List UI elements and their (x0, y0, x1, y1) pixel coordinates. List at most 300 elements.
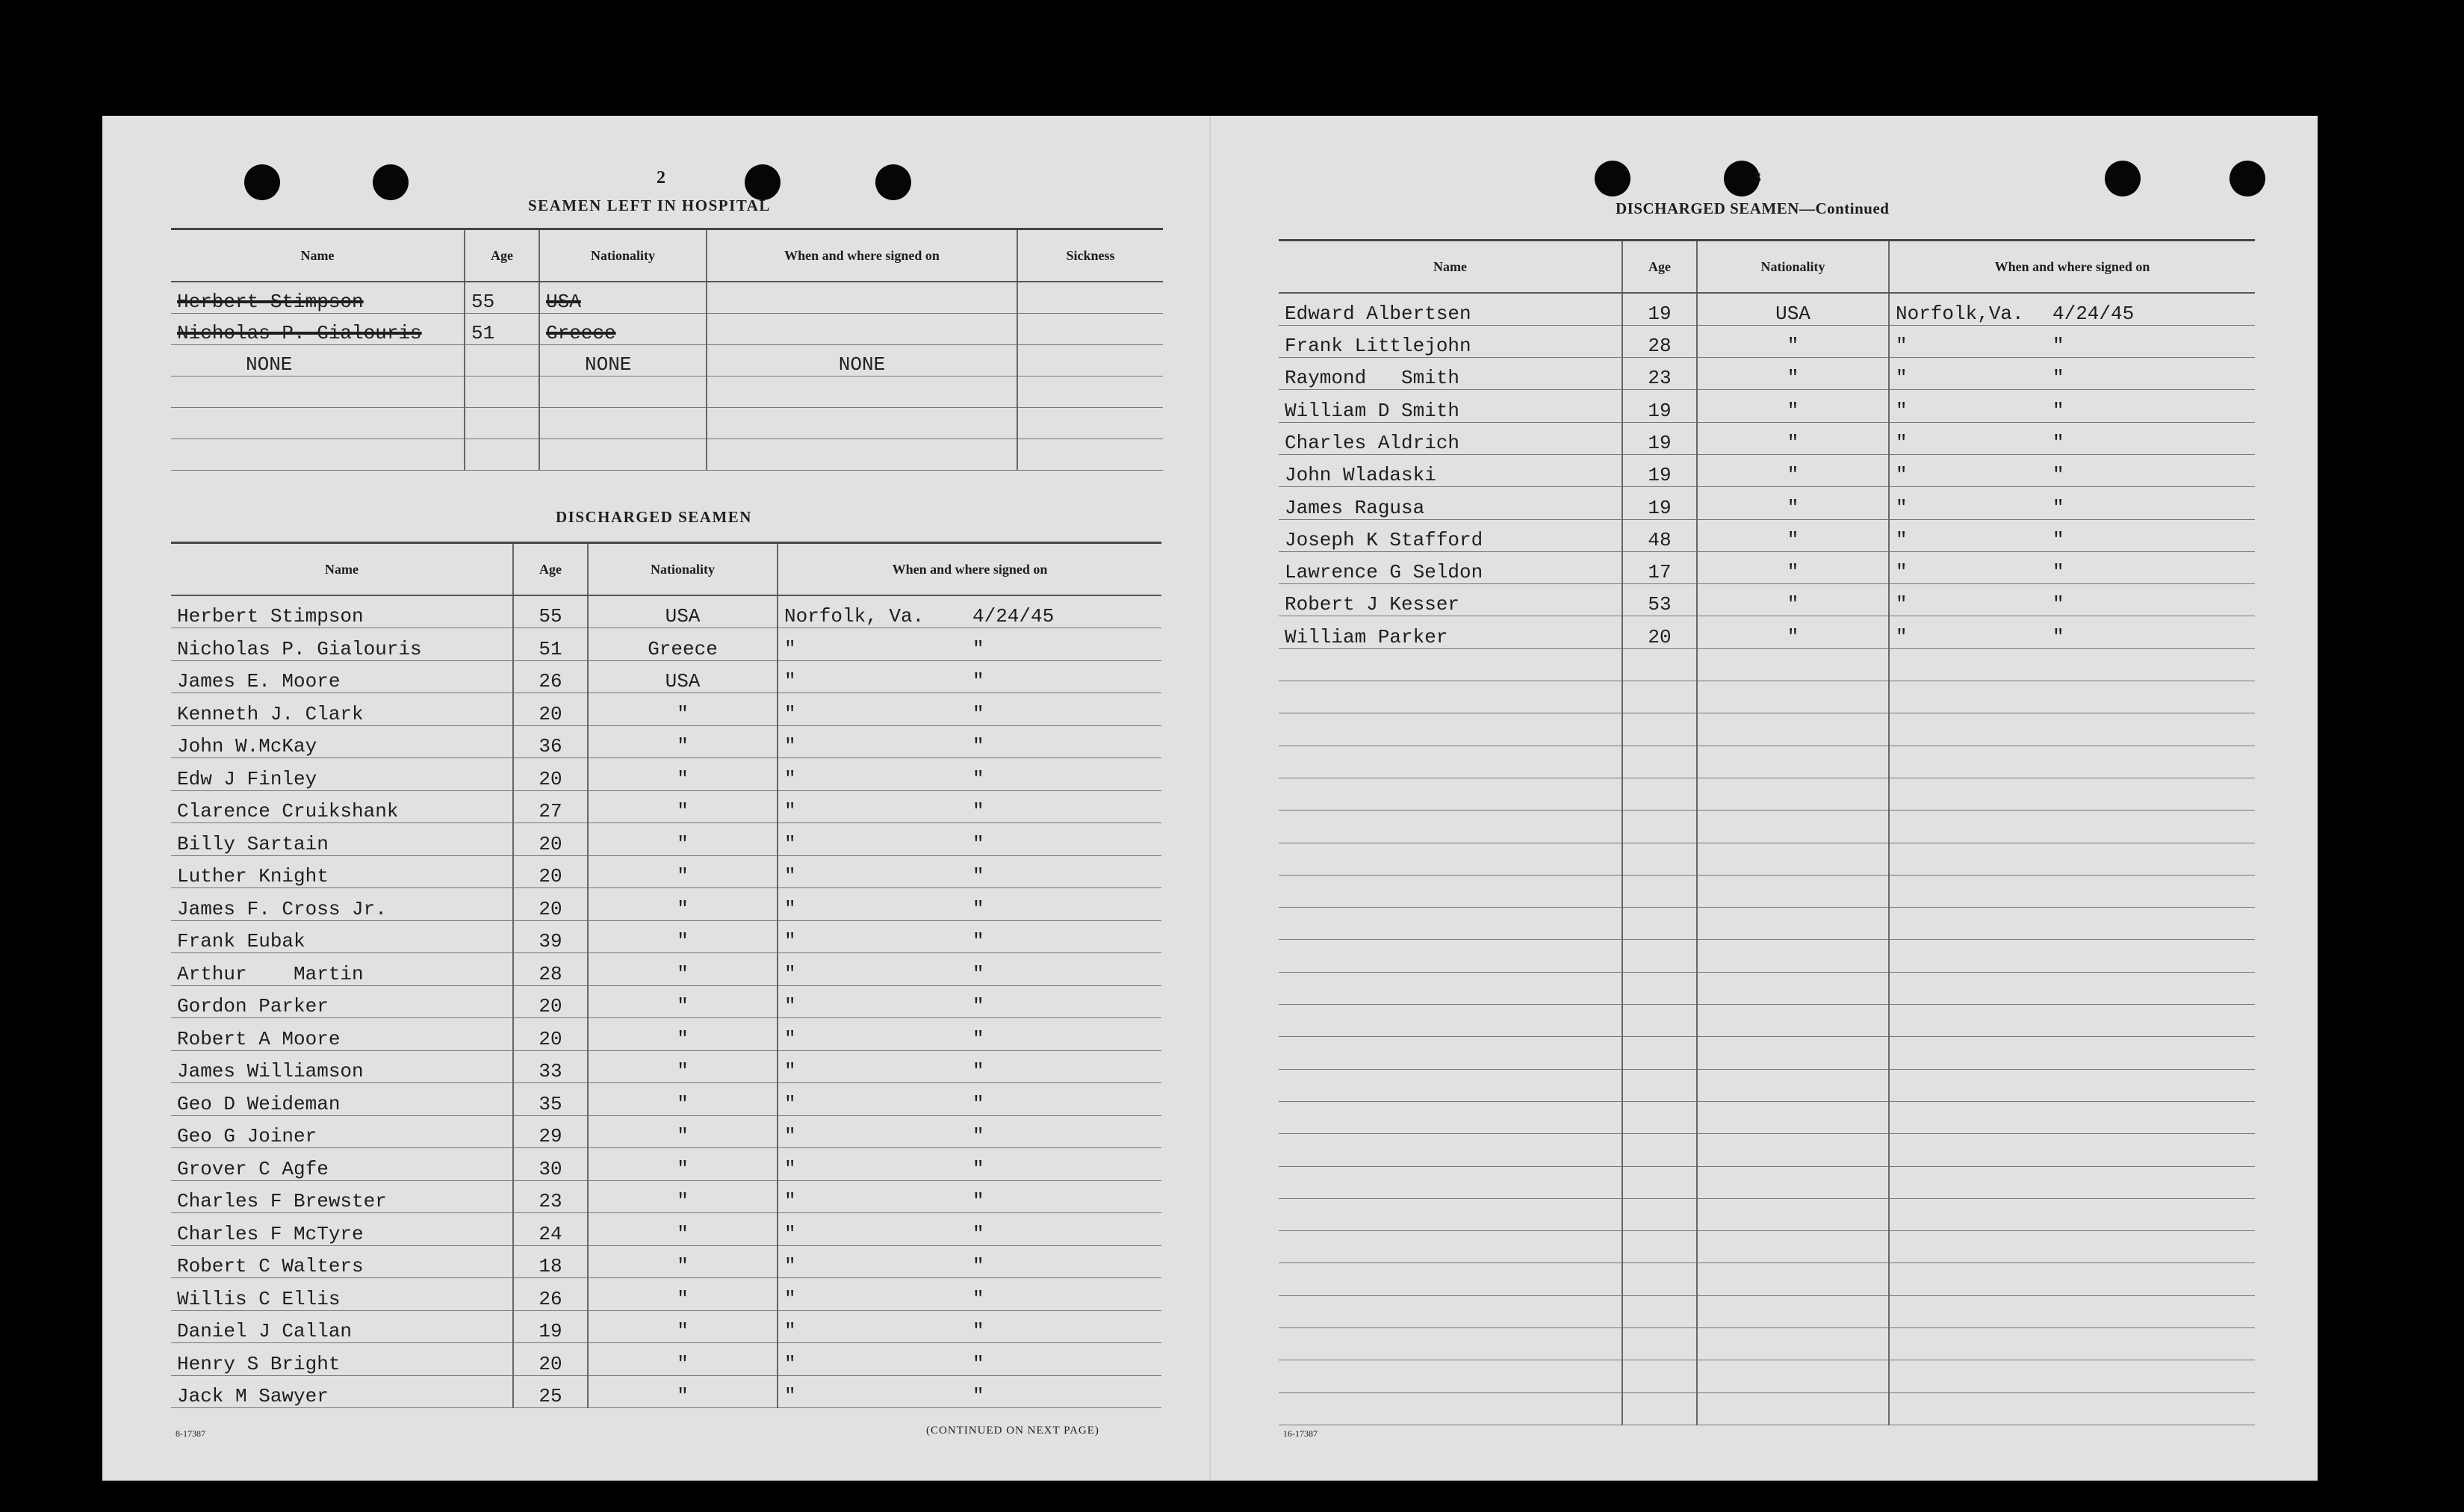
name-cell: Frank Eubak (171, 920, 513, 953)
blank-cell (1889, 908, 2255, 940)
signed-on-place: " (784, 1385, 796, 1407)
crew-list-sheet (102, 116, 2318, 1481)
nationality-cell: USA (1697, 293, 1889, 325)
signed-on-place: " (784, 1157, 796, 1180)
age-cell (465, 439, 539, 470)
signed-on-date: " (972, 1385, 984, 1407)
blank-cell (1279, 875, 1622, 907)
signed-on-cell (778, 953, 1161, 986)
signed-on-cell (778, 660, 1161, 693)
table-row (1279, 584, 2255, 616)
table-row (1279, 325, 2255, 357)
signed-on-date: " (972, 735, 984, 757)
blank-cell (1622, 1166, 1697, 1198)
signed-on-place: " (1896, 335, 1908, 358)
nationality-cell (539, 439, 707, 470)
signed-on-cell (778, 1115, 1161, 1148)
blank-cell (1889, 1005, 2255, 1037)
column-header: Age (465, 229, 539, 282)
blank-cell (1889, 843, 2255, 875)
age-cell: 20 (513, 823, 588, 856)
blank-cell (1279, 1328, 1622, 1360)
name-cell: Gordon Parker (171, 985, 513, 1018)
signed-on-place: " (784, 865, 796, 887)
age-cell: 35 (513, 1083, 588, 1116)
signed-on-cell (778, 790, 1161, 823)
blank-cell (1889, 1101, 2255, 1133)
blank-cell (1697, 1166, 1889, 1198)
blank-row (1279, 1037, 2255, 1069)
blank-row (1279, 1166, 2255, 1198)
signed-on-cell (1889, 551, 2255, 583)
nationality-cell: " (1697, 325, 1889, 357)
signed-on-place: " (1896, 367, 1908, 390)
signed-on-date: " (2052, 335, 2064, 358)
signed-on-date: " (972, 670, 984, 693)
age-cell (465, 344, 539, 376)
signed-on-place: " (784, 1352, 796, 1375)
name-cell: Luther Knight (171, 855, 513, 888)
signed-on-place: " (784, 897, 796, 920)
blank-cell (1279, 1263, 1622, 1295)
age-cell: 19 (513, 1310, 588, 1343)
blank-cell (1622, 1231, 1697, 1263)
column-header: When and where signed on (707, 229, 1017, 282)
table-row (171, 1278, 1161, 1311)
age-cell: 29 (513, 1115, 588, 1148)
blank-cell (1622, 908, 1697, 940)
table-row (1279, 487, 2255, 519)
signed-on-place: " (784, 800, 796, 822)
binder-hole (244, 164, 280, 200)
table-row (171, 1018, 1161, 1051)
blank-cell (1697, 843, 1889, 875)
nationality-cell: " (1697, 616, 1889, 648)
table-row (171, 660, 1161, 693)
sickness-cell (1017, 282, 1163, 313)
signed-on-date: " (972, 865, 984, 887)
blank-cell (1622, 875, 1697, 907)
table-row (171, 1050, 1161, 1083)
age-cell: 19 (1622, 487, 1697, 519)
blank-cell (1279, 1198, 1622, 1230)
table-row (171, 595, 1161, 628)
sickness-cell (1017, 344, 1163, 376)
signed-on-date: " (972, 1190, 984, 1212)
signed-on-date: " (2052, 399, 2064, 422)
blank-cell (1279, 713, 1622, 746)
signed-on-date: " (2052, 625, 2064, 648)
name-cell: Geo G Joiner (171, 1115, 513, 1148)
blank-row (1279, 908, 2255, 940)
column-header: Nationality (1697, 241, 1889, 294)
name-cell: Charles F McTyre (171, 1213, 513, 1246)
blank-cell (1622, 1005, 1697, 1037)
nationality-cell: " (1697, 519, 1889, 551)
signed-on-place: " (1896, 399, 1908, 422)
signed-on-place: " (784, 1092, 796, 1115)
signed-on-place: Norfolk,Va. (1896, 302, 2024, 325)
age-cell: 36 (513, 725, 588, 758)
age-cell: 19 (1622, 454, 1697, 486)
discharged-continued-table (1279, 239, 2255, 1425)
blank-cell (1622, 648, 1697, 681)
signed-on-date: " (2052, 367, 2064, 390)
nationality-cell: " (1697, 487, 1889, 519)
signed-on-date: " (972, 962, 984, 985)
age-cell: 20 (513, 1018, 588, 1051)
name-cell: Herbert Stimpson (171, 595, 513, 628)
name-cell: Geo D Weideman (171, 1083, 513, 1116)
age-cell: 18 (513, 1245, 588, 1278)
blank-cell (1622, 1328, 1697, 1360)
blank-cell (1889, 875, 2255, 907)
blank-cell (1889, 746, 2255, 778)
binder-hole (2105, 161, 2141, 196)
nationality-cell: " (588, 888, 778, 921)
blank-cell (1697, 1101, 1889, 1133)
blank-cell (1889, 811, 2255, 843)
nationality-cell: " (588, 920, 778, 953)
signed-on-place: " (1896, 625, 1908, 648)
hospital-section-title: SEAMEN LEFT IN HOSPITAL (528, 196, 771, 214)
signed-on-cell (1889, 519, 2255, 551)
blank-cell (1622, 1360, 1697, 1392)
age-cell: 20 (513, 855, 588, 888)
signed-on-cell (1889, 422, 2255, 454)
signed-on-date: " (2052, 561, 2064, 584)
blank-cell (1622, 746, 1697, 778)
nationality-cell: " (588, 693, 778, 726)
blank-row (1279, 1101, 2255, 1133)
signed-on-cell (1889, 454, 2255, 486)
age-cell (465, 407, 539, 439)
blank-row (1279, 875, 2255, 907)
signed-on-date: " (972, 1157, 984, 1180)
blank-cell (1889, 1328, 2255, 1360)
discharged-section-title: DISCHARGED SEAMEN (556, 508, 752, 526)
name-cell: Arthur Martin (171, 953, 513, 986)
column-header: Name (171, 229, 465, 282)
hospital-table (171, 228, 1163, 471)
name-cell: William Parker (1279, 616, 1622, 648)
blank-cell (1279, 1392, 1622, 1425)
binder-hole (2229, 161, 2265, 196)
sickness-cell (1017, 439, 1163, 470)
nationality-cell (539, 407, 707, 439)
blank-cell (1622, 778, 1697, 810)
nationality-cell: USA (588, 595, 778, 628)
name-cell: Charles Aldrich (1279, 422, 1622, 454)
table-row (171, 953, 1161, 986)
blank-cell (1697, 1069, 1889, 1101)
age-cell: 26 (513, 660, 588, 693)
nationality-cell: " (1697, 584, 1889, 616)
blank-cell (1279, 681, 1622, 713)
age-cell: 19 (1622, 422, 1697, 454)
blank-row (1279, 940, 2255, 972)
blank-cell (1889, 681, 2255, 713)
nationality-cell: " (588, 1278, 778, 1311)
signed-on-place: " (784, 637, 796, 660)
blank-cell (1889, 1392, 2255, 1425)
table-row (171, 1343, 1161, 1376)
blank-cell (1622, 1069, 1697, 1101)
sickness-cell (1017, 407, 1163, 439)
age-cell (465, 376, 539, 407)
blank-cell (1697, 972, 1889, 1004)
age-cell: 55 (465, 282, 539, 313)
blank-cell (1279, 1069, 1622, 1101)
blank-cell (1889, 778, 2255, 810)
signed-on-place: " (784, 1222, 796, 1245)
signed-on-date: " (972, 1352, 984, 1375)
name-cell: Lawrence G Seldon (1279, 551, 1622, 583)
blank-row (1279, 1328, 2255, 1360)
nationality-cell: " (588, 1310, 778, 1343)
signed-on-place: " (1896, 496, 1908, 519)
blank-cell (1279, 1134, 1622, 1166)
signed-on-place: " (784, 1320, 796, 1342)
blank-cell (1279, 843, 1622, 875)
age-cell: 39 (513, 920, 588, 953)
continued-note: (CONTINUED ON NEXT PAGE) (926, 1425, 1099, 1437)
age-cell: 17 (1622, 551, 1697, 583)
age-cell: 24 (513, 1213, 588, 1246)
signed-on-place: " (784, 1027, 796, 1050)
blank-cell (1697, 1360, 1889, 1392)
name-cell (171, 407, 465, 439)
nationality-cell: " (588, 1050, 778, 1083)
age-cell: 27 (513, 790, 588, 823)
signed-on-cell (778, 920, 1161, 953)
blank-cell (1279, 1231, 1622, 1263)
signed-on-date: " (2052, 431, 2064, 454)
table-row (171, 1213, 1161, 1246)
signed-on-place: " (784, 702, 796, 725)
age-cell: 20 (513, 693, 588, 726)
table-row (171, 888, 1161, 921)
signed-on-cell (1889, 616, 2255, 648)
blank-cell (1697, 875, 1889, 907)
age-cell: 28 (513, 953, 588, 986)
blank-cell (1622, 843, 1697, 875)
column-header: Nationality (539, 229, 707, 282)
name-cell: Clarence Cruikshank (171, 790, 513, 823)
name-cell: Henry S Bright (171, 1343, 513, 1376)
blank-cell (1697, 778, 1889, 810)
blank-row (1279, 811, 2255, 843)
nationality-cell: Greece (539, 313, 707, 344)
blank-row (1279, 746, 2255, 778)
blank-row (1279, 1005, 2255, 1037)
blank-cell (1697, 940, 1889, 972)
table-row (171, 985, 1161, 1018)
signed-on-date: " (972, 995, 984, 1017)
signed-on-cell (778, 595, 1161, 628)
age-cell: 48 (1622, 519, 1697, 551)
name-cell: James Williamson (171, 1050, 513, 1083)
signed-on-cell (707, 407, 1017, 439)
name-cell: James F. Cross Jr. (171, 888, 513, 921)
table-row (1279, 293, 2255, 325)
signed-on-cell (778, 1018, 1161, 1051)
column-header: Name (171, 543, 513, 596)
blank-cell (1889, 1069, 2255, 1101)
name-cell: Billy Sartain (171, 823, 513, 856)
signed-on-place: " (1896, 561, 1908, 584)
signed-on-cell (778, 1343, 1161, 1376)
signed-on-date: " (972, 930, 984, 952)
name-cell: Kenneth J. Clark (171, 693, 513, 726)
signed-on-cell (778, 1083, 1161, 1116)
nationality-cell: " (588, 1245, 778, 1278)
binder-hole (1595, 161, 1630, 196)
name-cell: Charles F Brewster (171, 1180, 513, 1213)
column-header: When and where signed on (1889, 241, 2255, 294)
signed-on-cell (778, 628, 1161, 661)
age-cell: 23 (513, 1180, 588, 1213)
nationality-cell: " (1697, 390, 1889, 422)
blank-row (1279, 681, 2255, 713)
signed-on-place: " (1896, 528, 1908, 551)
table-row (1279, 454, 2255, 486)
nationality-cell: NONE (539, 344, 707, 376)
signed-on-place: " (1896, 593, 1908, 616)
name-cell (171, 439, 465, 470)
table-row (171, 1180, 1161, 1213)
binder-hole (373, 164, 409, 200)
blank-row (1279, 843, 2255, 875)
signed-on-date: " (2052, 464, 2064, 487)
name-cell: Joseph K Stafford (1279, 519, 1622, 551)
page-number: 2 (657, 168, 665, 188)
nationality-cell: " (1697, 358, 1889, 390)
name-cell: John Wladaski (1279, 454, 1622, 486)
blank-cell (1697, 1198, 1889, 1230)
signed-on-date: " (972, 897, 984, 920)
table-row (171, 1245, 1161, 1278)
signed-on-cell (778, 1213, 1161, 1246)
signed-on-date: " (2052, 593, 2064, 616)
blank-row (1279, 713, 2255, 746)
blank-cell (1697, 1295, 1889, 1327)
sickness-cell (1017, 313, 1163, 344)
name-cell: Raymond Smith (1279, 358, 1622, 390)
blank-row (1279, 1198, 2255, 1230)
name-cell: Edw J Finley (171, 758, 513, 791)
nationality-cell: " (588, 1018, 778, 1051)
name-cell: James E. Moore (171, 660, 513, 693)
blank-row (1279, 972, 2255, 1004)
blank-row (1279, 1263, 2255, 1295)
signed-on-place: " (784, 930, 796, 952)
name-cell: John W.McKay (171, 725, 513, 758)
age-cell: 20 (1622, 616, 1697, 648)
signed-on-date: " (972, 1320, 984, 1342)
signed-on-cell (778, 1310, 1161, 1343)
signed-on-date: " (972, 1092, 984, 1115)
blank-cell (1697, 811, 1889, 843)
nationality-cell: Greece (588, 628, 778, 661)
signed-on-place: " (784, 995, 796, 1017)
table-row (171, 693, 1161, 726)
form-number: 16-17387 (1283, 1428, 1318, 1439)
signed-on-date: " (972, 1222, 984, 1245)
name-cell: NONE (171, 344, 465, 376)
signed-on-date: " (972, 832, 984, 855)
column-header: Age (1622, 241, 1697, 294)
nationality-cell: " (588, 1115, 778, 1148)
blank-row (1279, 778, 2255, 810)
signed-on-place: " (784, 832, 796, 855)
blank-cell (1697, 1134, 1889, 1166)
signed-on-cell (1889, 293, 2255, 325)
signed-on-place: " (784, 962, 796, 985)
signed-on-date: " (2052, 496, 2064, 519)
blank-cell (1279, 1360, 1622, 1392)
signed-on-date: " (2052, 528, 2064, 551)
signed-on-cell (1889, 487, 2255, 519)
signed-on-cell (1889, 358, 2255, 390)
table-row (1279, 616, 2255, 648)
age-cell: 23 (1622, 358, 1697, 390)
nationality-cell: " (588, 1083, 778, 1116)
column-header: Sickness (1017, 229, 1163, 282)
name-cell: Willis C Ellis (171, 1278, 513, 1311)
age-cell: 19 (1622, 293, 1697, 325)
table-row (171, 920, 1161, 953)
age-cell: 55 (513, 595, 588, 628)
table-row (1279, 358, 2255, 390)
signed-on-date: " (972, 1027, 984, 1050)
discharged-table (171, 542, 1161, 1408)
table-row (171, 344, 1163, 376)
signed-on-cell (778, 693, 1161, 726)
name-cell: Herbert Stimpson (171, 282, 465, 313)
signed-on-cell (778, 1375, 1161, 1408)
signed-on-place: " (784, 1255, 796, 1277)
blank-cell (1279, 908, 1622, 940)
signed-on-place: Norfolk, Va. (784, 605, 925, 628)
name-cell: Robert J Kesser (1279, 584, 1622, 616)
blank-cell (1279, 1005, 1622, 1037)
signed-on-place: " (784, 767, 796, 790)
blank-row (1279, 1231, 2255, 1263)
name-cell (171, 376, 465, 407)
blank-cell (1889, 972, 2255, 1004)
age-cell: 20 (513, 1343, 588, 1376)
blank-cell (1622, 681, 1697, 713)
signed-on-cell (778, 1050, 1161, 1083)
binder-hole (875, 164, 911, 200)
signed-on-date: " (972, 767, 984, 790)
signed-on-cell (707, 439, 1017, 470)
age-cell: 19 (1622, 390, 1697, 422)
discharged-continued-title: DISCHARGED SEAMEN—Continued (1616, 199, 1890, 217)
name-cell: Robert C Walters (171, 1245, 513, 1278)
blank-cell (1889, 648, 2255, 681)
age-cell: 51 (513, 628, 588, 661)
blank-cell (1622, 940, 1697, 972)
table-row (171, 407, 1163, 439)
nationality-cell: " (588, 1180, 778, 1213)
age-cell: 33 (513, 1050, 588, 1083)
blank-cell (1279, 746, 1622, 778)
name-cell: Edward Albertsen (1279, 293, 1622, 325)
column-header: Name (1279, 241, 1622, 294)
blank-cell (1279, 1166, 1622, 1198)
